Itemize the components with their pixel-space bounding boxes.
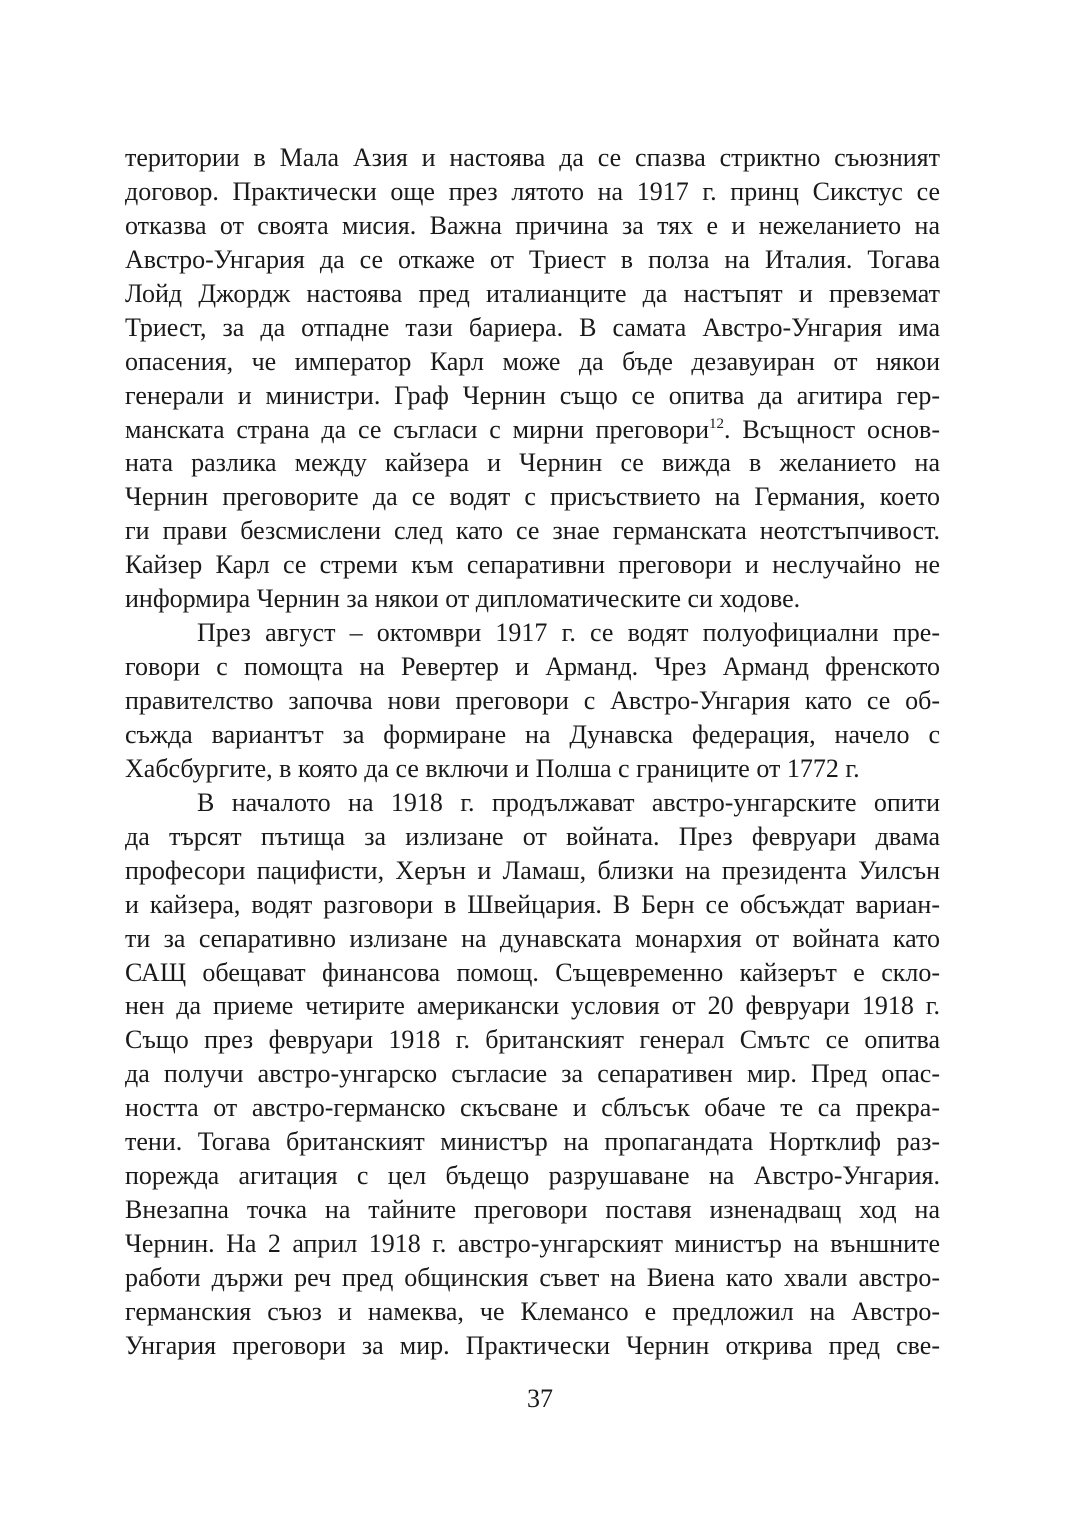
- text-line: тени. Тогава британският министър на пропагандата Нортклиф раз-: [125, 1127, 940, 1157]
- text-line: отказва от своята мисия. Важна причина за тях е и нежеланието на: [125, 210, 940, 240]
- page-number: 37: [527, 1384, 553, 1413]
- text-line: Австро-Унгария да се откаже от Триест в полза на Италия. Тогава: [125, 244, 940, 274]
- text-line: съжда вариантът за формиране на Дунавска федерация, начело с: [125, 719, 940, 749]
- text-line: да получи австро-унгарско съгласие за сепаративен мир. Пред опас-: [125, 1059, 940, 1089]
- text-line: Триест, за да отпадне тази бариера. В самата Австро-Унгария има: [125, 312, 940, 342]
- text-line: Внезапна точка на тайните преговори поставя изненадващ ход на: [125, 1195, 940, 1225]
- text-line: да търсят пътища за излизане от войната. През февруари двама: [125, 821, 940, 851]
- text-line: САЩ обещават финансова помощ. Същевременно кайзерът е скло-: [125, 957, 940, 987]
- text-line: информира Чернин за някои от дипломатическите си ходове.: [125, 584, 801, 614]
- text-line: територии в Мала Азия и настоява да се спазва стриктно съюзният: [125, 143, 940, 172]
- text-line: Лойд Джордж настоява пред италианците да настъпят и превземат: [125, 278, 940, 308]
- text-line: договор. Практически още през лятото на 1917 г. принц Сикстус се: [125, 176, 940, 206]
- text-line: Унгария преговори за мир. Практически Чернин открива пред све-: [125, 1330, 940, 1360]
- text-line: Кайзер Карл се стреми към сепаративни преговори и неслучайно не: [125, 550, 940, 580]
- text-line: работи държи реч пред общинския съвет на Виена като хвали австро-: [125, 1262, 940, 1292]
- text-line: ността от австро-германско скъсване и сблъсък обаче те са прекра-: [125, 1093, 940, 1123]
- text-line: ги прави безсмислени след като се знае германската неотстъпчивост.: [125, 516, 940, 546]
- footnote-reference[interactable]: 12: [709, 415, 725, 432]
- text-line-with-footnote: [125, 413, 940, 447]
- text-line: правителство започва нови преговори с Австро-Унгария като се об-: [125, 686, 940, 715]
- text-line: и кайзера, водят разговори в Швейцария. В Берн се обсъждат вариан-: [125, 889, 940, 919]
- page-body-text: [125, 141, 940, 1363]
- text-line: говори с помощта на Ревертер и Арманд. Чрез Арманд френското: [125, 652, 940, 682]
- text-line: германския съюз и намеква, че Клемансо е предложил на Австро-: [125, 1296, 940, 1326]
- text-line: опасения, че император Карл може да бъде дезавуиран от някои: [125, 346, 940, 376]
- text-line: Също през февруари 1918 г. британският генерал Смътс се опитва: [125, 1025, 940, 1055]
- text-line: генерали и министри. Граф Чернин също се опитва да агитира гер-: [125, 380, 940, 410]
- text-line: ната разлика между кайзера и Чернин се вижда в желанието на: [125, 448, 940, 478]
- text-line: Чернин. На 2 април 1918 г. австро-унгарският министър на външните: [125, 1229, 940, 1258]
- text-line: Чернин преговорите да се водят с присъствието на Германия, което: [125, 482, 940, 512]
- text-line: През август – октомври 1917 г. се водят полуофициални пре-: [197, 618, 940, 648]
- text-line: професори пацифисти, Херън и Ламаш, близки на президента Уилсън: [125, 855, 940, 885]
- footnote-line-text-before: манската страна да се съгласи с мирни преговори: [125, 414, 710, 444]
- text-line: ти за сепаративно излизане на дунавската монархия от войната като: [125, 923, 940, 953]
- footnote-line-text-after: . Всъщност основ-: [724, 414, 940, 444]
- text-line: нен да приеме четирите американски условия от 20 февруари 1918 г.: [125, 991, 940, 1021]
- text-line: порежда агитация с цел бъдещо разрушаване на Австро-Унгария.: [125, 1161, 940, 1191]
- text-line: В началото на 1918 г. продължават австро-унгарските опити: [197, 787, 940, 817]
- text-line: Хабсбургите, в която да се включи и Полша с границите от 1772 г.: [125, 753, 860, 783]
